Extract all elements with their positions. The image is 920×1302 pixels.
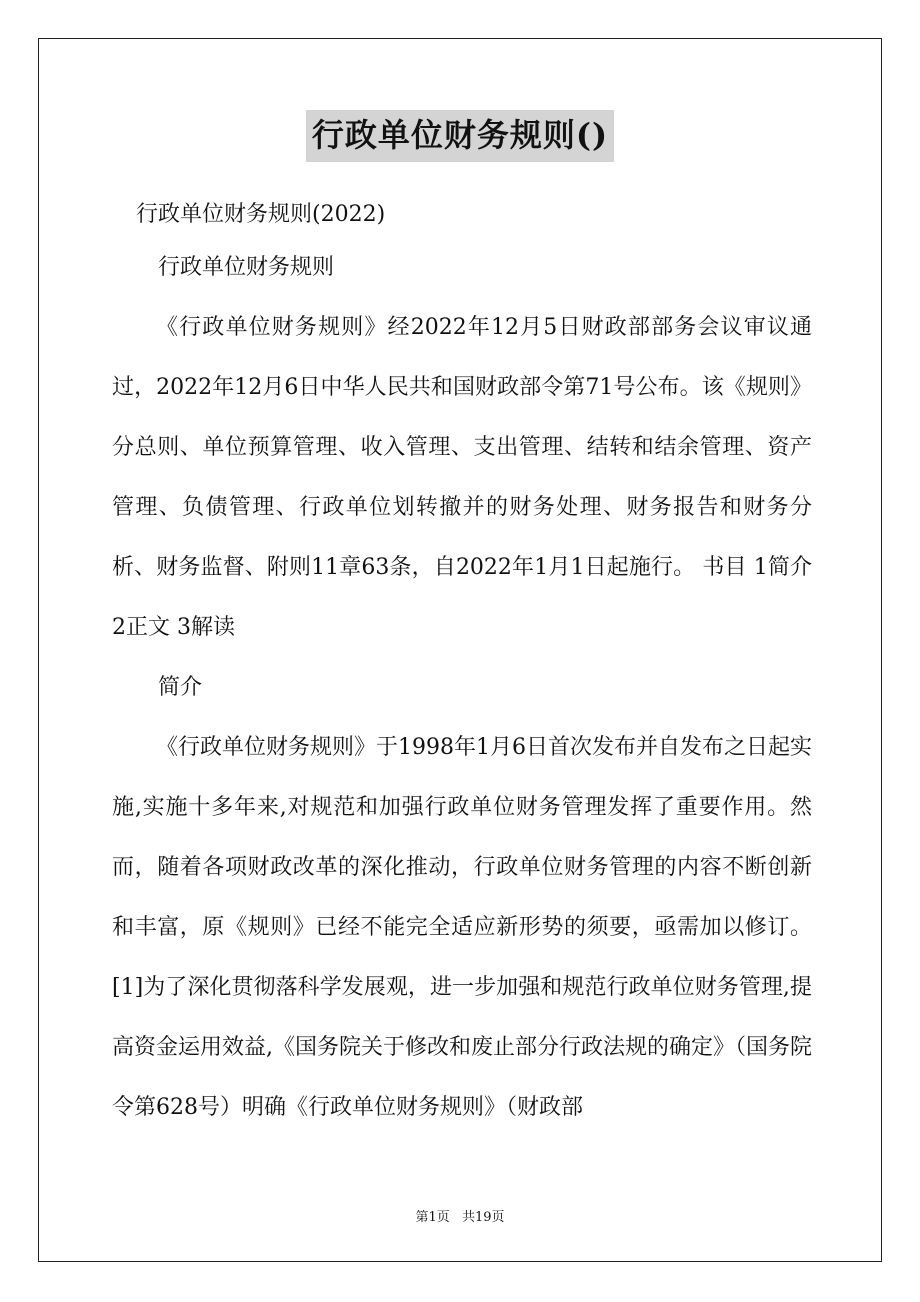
page-total: 共19页 (461, 1210, 505, 1225)
paragraph-overview: 《行政单位财务规则》经2022年12月5日财政部部务会议审议通过，2022年12月6日中华人民共和国财政部令第71号公布。该《规则》分总则、单位预算管理、收入管理、支出管理、结转和结余管理、资产管理、负债管理、行政单位划转撤并的财务处理、财务报告和财务分析、财务监督、附则11章63条，自2022年1月1日起施行。 书目 1简介 2正文 3解读 (112, 315, 812, 640)
section-heading-rules: 行政单位财务规则 (158, 255, 335, 280)
paragraph-intro: 《行政单位财务规则》于1998年1月6日首次发布并自发布之日起实施,实施十多年来,对规范和加强行政单位财务管理发挥了重要作用。然而，随着各项财政改革的深化推动，行政单位财务管理的内容不断创新和丰富，原《规则》已经不能完全适应新形势的须要，亟需加以修订。[1]为了深化贯彻落科学发展观，进一步加强和规范行政单位财务管理,提高资金运用效益,《国务院关于修改和废止部分行政法规的确定》（国务院令第628号）明确《行政单位财务规则》（财政部 (112, 735, 812, 1120)
page-footer (0, 1206, 920, 1225)
page-number: 第1页 (415, 1210, 450, 1225)
document-title: 行政单位财务规则() (306, 110, 614, 162)
document-body (112, 192, 812, 1138)
section-heading-intro: 简介 (158, 675, 203, 700)
title-container (0, 110, 920, 162)
document-subtitle: 行政单位财务规则(2022) (136, 202, 386, 227)
